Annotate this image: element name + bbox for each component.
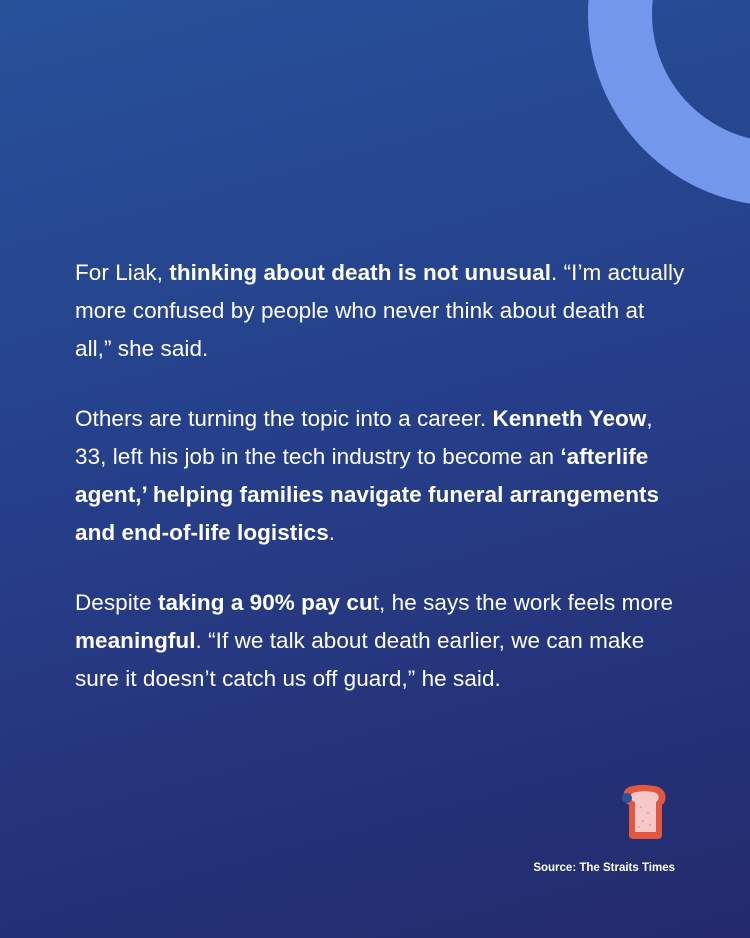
body-text: t, he says the work feels more <box>372 590 674 615</box>
body-text: For Liak, <box>75 260 170 285</box>
emphasis-text: Kenneth Yeow <box>492 406 647 431</box>
source-credit: Source: The Straits Times <box>533 862 675 874</box>
paragraph-3 <box>75 584 685 698</box>
body-text: , 33, left his job in the tech industry to become an <box>75 406 653 469</box>
emphasis-text: thinking about death is not unusual <box>169 260 552 285</box>
article-body <box>75 254 685 730</box>
body-text: . “If we talk about death earlier, we can make sure it doesn’t catch us off guard,” he said. <box>75 628 645 691</box>
decorative-ring <box>588 0 750 206</box>
body-text: . <box>328 520 336 545</box>
emphasis-text: meaningful <box>75 628 196 653</box>
emphasis-text: taking a 90% pay cu <box>157 590 373 615</box>
body-text: Others are turning the topic into a career. <box>75 406 493 431</box>
paragraph-2 <box>75 400 685 552</box>
toast-bread-icon <box>619 783 669 841</box>
body-text: . “I’m actually more confused by people who never think about death at all,” she said. <box>75 260 685 361</box>
emphasis-text: ‘afterlife agent,’ helping families navigate funeral arrangements and end-of-life logistics <box>75 444 660 545</box>
body-text: Despite <box>75 590 158 615</box>
paragraph-1 <box>75 254 685 368</box>
